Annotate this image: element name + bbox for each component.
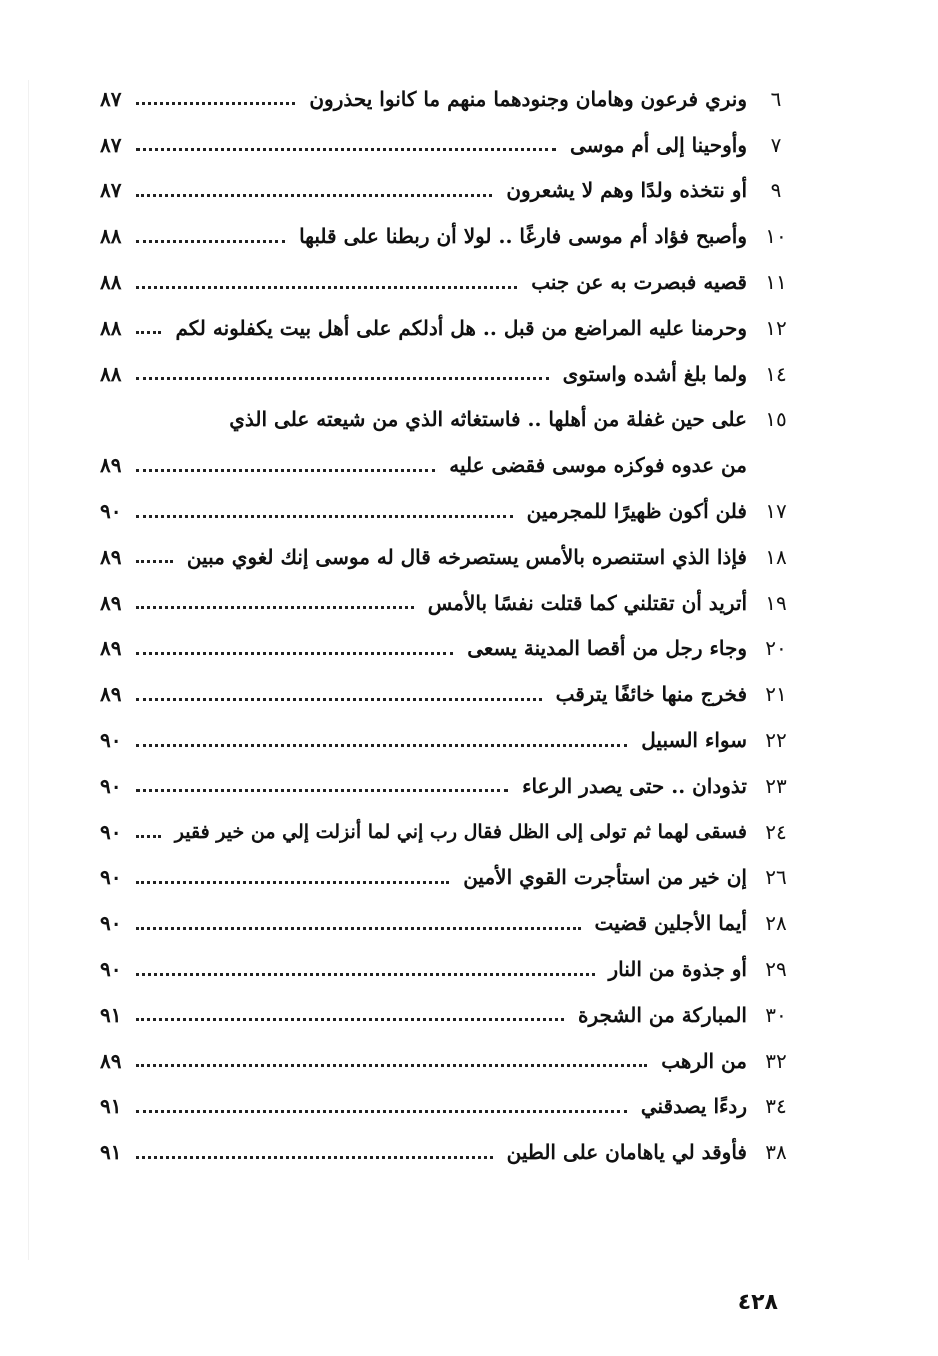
page-reference: ٨٩ — [100, 453, 122, 478]
verse-number: ٧ — [770, 132, 782, 157]
index-row — [100, 397, 805, 443]
page-reference: ٩٠ — [100, 819, 122, 844]
verse-number: ٦ — [770, 86, 782, 111]
verse-text: أو نتخذه ولدًا وهم لا يشعرون — [506, 178, 747, 203]
verse-number: ٢٦ — [765, 865, 787, 890]
index-row — [100, 946, 805, 992]
verse-number: ٢١ — [765, 682, 787, 707]
verse-number: ٣٢ — [765, 1048, 787, 1073]
index-entries — [100, 76, 805, 1175]
index-row — [100, 259, 805, 305]
dot-leader — [136, 1110, 627, 1113]
verse-text: تذودان .. حتى يصدر الرعاء — [522, 773, 747, 798]
verse-text: سواء السبيل — [641, 728, 747, 753]
index-row — [100, 626, 805, 672]
dot-leader — [136, 1018, 564, 1021]
index-row — [100, 442, 805, 488]
page-reference: ٨٧ — [100, 86, 122, 111]
verse-text: المباركة من الشجرة — [577, 1002, 747, 1027]
dot-leader — [136, 1064, 647, 1067]
verse-number: ١٠ — [765, 224, 787, 249]
verse-text: إن خير من استأجرت القوي الأمين — [463, 865, 747, 890]
index-row — [100, 580, 805, 626]
verse-text: أو جذوة من النار — [608, 957, 747, 982]
verse-number: ١٩ — [765, 590, 787, 615]
page-reference: ٨٩ — [100, 1048, 122, 1073]
verse-text: فلن أكون ظهيرًا للمجرمين — [526, 499, 747, 524]
verse-number: ٢٢ — [765, 728, 787, 753]
page-reference: ٨٧ — [100, 132, 122, 157]
page-reference: ٩١ — [100, 1002, 122, 1027]
index-row — [100, 855, 805, 901]
index-row — [100, 351, 805, 397]
index-row — [100, 671, 805, 717]
verse-number: ١٨ — [765, 544, 787, 569]
dot-leader — [136, 881, 449, 884]
index-row — [100, 900, 805, 946]
page-reference: ٨٩ — [100, 682, 122, 707]
page-reference: ٩٠ — [100, 773, 122, 798]
dot-leader — [136, 194, 492, 197]
verse-number: ٢٨ — [765, 911, 787, 936]
verse-number: ٢٩ — [765, 957, 787, 982]
page-reference: ٩١ — [100, 1094, 122, 1119]
dot-leader — [136, 469, 435, 472]
verse-number: ٣٠ — [765, 1002, 787, 1027]
dot-leader — [136, 744, 627, 747]
verse-text: من الرهب — [661, 1048, 747, 1073]
verse-number: ١٧ — [765, 499, 787, 524]
verse-number: ١٤ — [765, 361, 787, 386]
index-row — [100, 992, 805, 1038]
page-reference: ٨٨ — [100, 361, 122, 386]
verse-text: ونري فرعون وهامان وجنودهما منهم ما كانوا يحذرون — [309, 86, 747, 111]
dot-leader — [136, 835, 161, 838]
verse-text: فإذا الذي استنصره بالأمس يستصرخه قال له موسى إنك لغوي مبين — [186, 544, 747, 569]
dot-leader — [136, 286, 517, 289]
page-reference: ٩٠ — [100, 865, 122, 890]
index-row — [100, 305, 805, 351]
dot-leader — [136, 973, 595, 976]
index-row — [100, 213, 805, 259]
verse-text: فخرج منها خائفًا يترقب — [555, 682, 747, 707]
verse-text: من عدوه فوكزه موسى فقضى عليه — [449, 453, 747, 478]
verse-number: ٩ — [770, 178, 782, 203]
dot-leader — [136, 515, 513, 518]
verse-text: فسقى لهما ثم تولى إلى الظل فقال رب إني لما أنزلت إلي من خير فقير — [174, 820, 747, 843]
page-reference: ٨٩ — [100, 636, 122, 661]
verse-text: وأصبح فؤاد أم موسى فارغًا .. لولا أن ربطنا على قلبها — [299, 224, 747, 249]
index-row — [100, 1129, 805, 1175]
verse-text: وجاء رجل من أقصا المدينة يسعى — [467, 636, 747, 661]
verse-text: وحرمنا عليه المراضع من قبل .. هل أدلكم على أهل بيت يكفلونه لكم — [175, 315, 747, 340]
verse-number: ١١ — [765, 270, 787, 295]
verse-text: أيما الأجلين قضيت — [594, 911, 747, 936]
verse-text: قصيه فبصرت به عن جنب — [531, 270, 747, 295]
dot-leader — [136, 652, 453, 655]
page-reference: ٨٩ — [100, 590, 122, 615]
verse-text: فأوقد لي ياهامان على الطين — [506, 1140, 747, 1165]
verse-text: وأوحينا إلى أم موسى — [569, 132, 747, 157]
dot-leader — [136, 560, 173, 563]
verse-number: ٢٤ — [765, 819, 787, 844]
page-reference: ٨٨ — [100, 315, 122, 340]
scan-margin-line — [28, 80, 29, 1260]
page-reference: ٩٠ — [100, 911, 122, 936]
page-reference: ٨٧ — [100, 178, 122, 203]
verse-number: ١٥ — [765, 407, 787, 432]
dot-leader — [136, 377, 549, 380]
page-reference: ٩٠ — [100, 957, 122, 982]
index-row — [100, 717, 805, 763]
dot-leader — [136, 102, 295, 105]
index-row — [100, 763, 805, 809]
index-row — [100, 1084, 805, 1130]
dot-leader — [136, 331, 161, 334]
verse-number: ٣٨ — [765, 1140, 787, 1165]
index-row — [100, 1038, 805, 1084]
verse-number: ٢٠ — [765, 636, 787, 661]
page-number: ٤٢٨ — [737, 1290, 778, 1315]
verse-number: ٣٤ — [765, 1094, 787, 1119]
dot-leader — [136, 240, 285, 243]
index-row — [100, 534, 805, 580]
dot-leader — [136, 789, 508, 792]
verse-text: ردءًا يصدقني — [640, 1094, 747, 1119]
page-reference: ٨٩ — [100, 544, 122, 569]
index-row — [100, 488, 805, 534]
page-reference: ٨٨ — [100, 224, 122, 249]
verse-text: أتريد أن تقتلني كما قتلت نفسًا بالأمس — [427, 590, 747, 615]
index-row — [100, 76, 805, 122]
page-reference: ٩٠ — [100, 499, 122, 524]
dot-leader — [136, 698, 542, 701]
dot-leader — [136, 927, 581, 930]
page-reference: ٩١ — [100, 1140, 122, 1165]
verse-number: ٢٣ — [765, 773, 787, 798]
dot-leader — [136, 1156, 493, 1159]
verse-number: ١٢ — [765, 315, 787, 340]
page-reference: ٩٠ — [100, 728, 122, 753]
verse-text: ولما بلغ أشده واستوى — [562, 361, 747, 386]
index-row — [100, 809, 805, 855]
index-row — [100, 168, 805, 214]
index-row — [100, 122, 805, 168]
page-reference: ٨٨ — [100, 270, 122, 295]
verse-text: على حين غفلة من أهلها .. فاستغاثه الذي من شيعته على الذي — [229, 407, 747, 432]
dot-leader — [136, 606, 414, 609]
dot-leader — [136, 148, 556, 151]
